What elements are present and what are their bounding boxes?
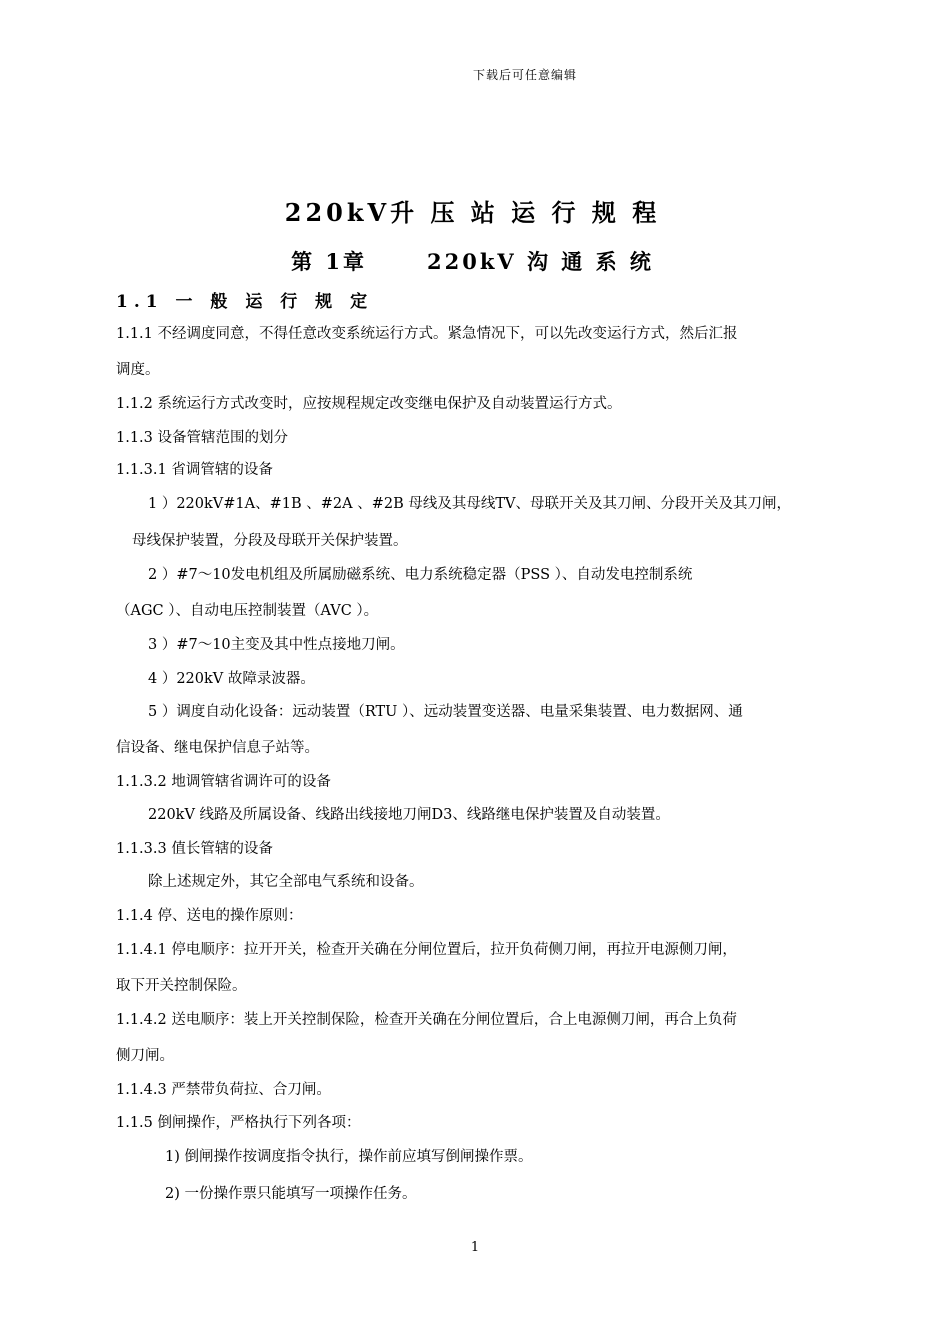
chapter-name: 220kV 沟 通 系 统: [427, 249, 654, 274]
list-item-continuation: （AGC ）、自动电压控制装置（AVC ）。: [116, 603, 379, 619]
paragraph-line: 1.1.5 倒闸操作，严格执行下列各项：: [116, 1115, 361, 1131]
list-item: 1) 倒闸操作按调度指令执行，操作前应填写倒闸操作票。: [165, 1149, 533, 1165]
paragraph-line: 1.1.3.2 地调管辖省调许可的设备: [116, 774, 331, 790]
list-item-continuation: 母线保护装置，分段及母联开关保护装置。: [132, 533, 408, 549]
paragraph-line: 除上述规定外，其它全部电气系统和设备。: [148, 874, 424, 890]
chapter-title: [0, 246, 945, 276]
chapter-number: 第 1章: [291, 249, 367, 274]
list-item-continuation: 信设备、继电保护信息子站等。: [116, 740, 319, 756]
paragraph-line: 1.1.4.2 送电顺序：装上开关控制保险，检查开关确在分闸位置后，合上电源侧刀闸，再合上负荷: [116, 1012, 737, 1028]
paragraph-line: 1.1.4 停、送电的操作原则：: [116, 908, 303, 924]
paragraph-line: 调度。: [116, 362, 160, 378]
paragraph-line: 1.1.2 系统运行方式改变时，应按规程规定改变继电保护及自动装置运行方式。: [116, 396, 622, 412]
paragraph-line: 侧刀闸。: [116, 1048, 174, 1064]
paragraph-line: 1.1.3.1 省调管辖的设备: [116, 462, 273, 478]
list-item: 5 ）调度自动化设备：远动装置（RTU ）、远动装置变送器、电量采集装置、电力数据网、通: [148, 704, 743, 720]
paragraph-line: 1.1.4.1 停电顺序：拉开开关，检查开关确在分闸位置后，拉开负荷侧刀闸，再拉开电源侧刀闸，: [116, 942, 737, 958]
header-note: 下载后可任意编辑: [472, 68, 577, 82]
section-title: 1.1 一 般 运 行 规 定: [116, 292, 374, 312]
list-item: 2 ）#7～10发电机组及所属励磁系统、电力系统稳定器（PSS ）、自动发电控制系统: [148, 567, 693, 583]
list-item: 4 ）220kV 故障录波器。: [148, 671, 315, 687]
paragraph-line: 取下开关控制保险。: [116, 978, 247, 994]
list-item: 1 ）220kV#1A、#1B 、#2A 、#2B 母线及其母线TV、母联开关及其刀闸、分段开关及其刀闸，: [148, 496, 791, 512]
paragraph-line: 1.1.1 不经调度同意，不得任意改变系统运行方式。紧急情况下，可以先改变运行方式，然后汇报: [116, 326, 738, 342]
paragraph-line: 220kV 线路及所属设备、线路出线接地刀闸D3、线路继电保护装置及自动装置。: [148, 807, 670, 823]
paragraph-line: 1.1.3.3 值长管辖的设备: [116, 841, 273, 857]
document-title: 220kV升 压 站 运 行 规 程: [284, 198, 661, 227]
paragraph-line: 1.1.4.3 严禁带负荷拉、合刀闸。: [116, 1082, 331, 1098]
paragraph-line: 1.1.3 设备管辖范围的划分: [116, 430, 289, 446]
page-number: 1: [470, 1240, 480, 1255]
list-item: 3 ）#7～10主变及其中性点接地刀闸。: [148, 637, 405, 653]
list-item: 2) 一份操作票只能填写一项操作任务。: [165, 1186, 417, 1202]
